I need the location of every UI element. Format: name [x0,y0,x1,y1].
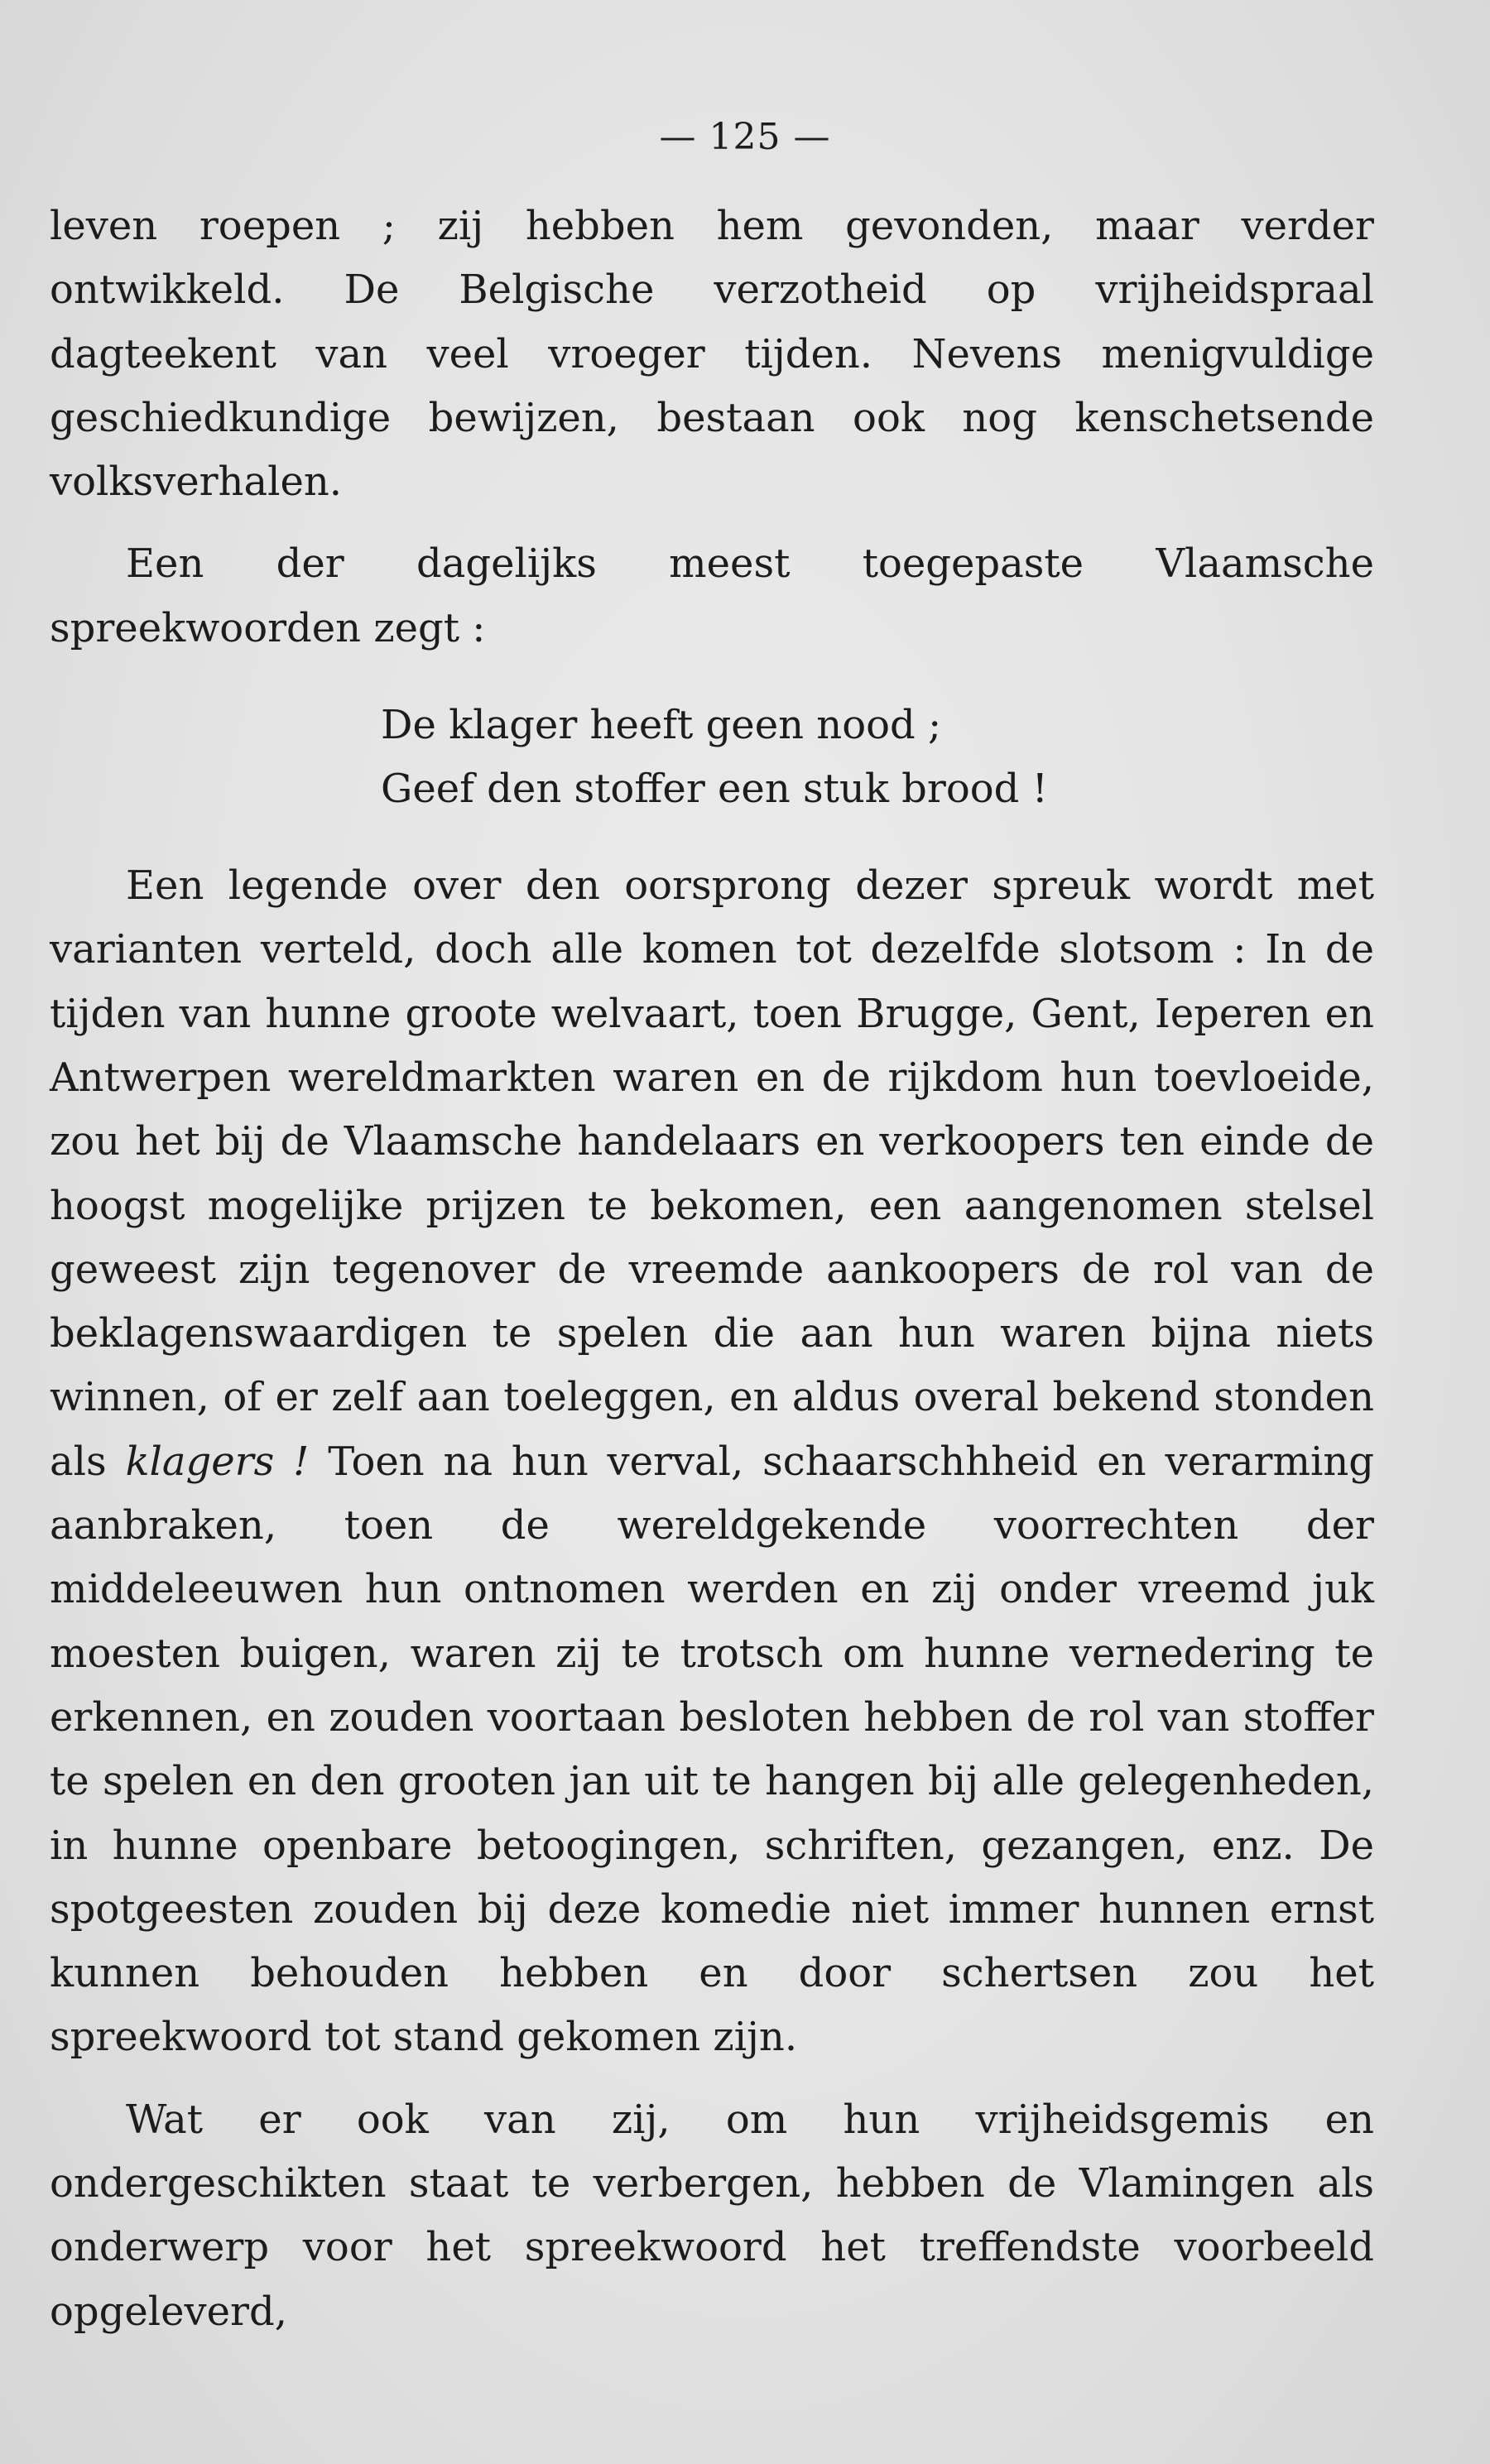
paragraph-proverb-intro: Een der dagelijks meest toegepaste Vlaamsche spreekwoorden zegt : [50,540,1374,651]
page-number: — 125 — [659,116,831,158]
proverb-verse [381,694,1374,821]
verse-line-2: Geef den stoffer een stuk brood ! [381,766,1048,813]
legend-text-before: Een legende over den oorsprong dezer spreuk wordt met varianten verteld, doch alle komen tot dezelfde slotsom : In de tijden van hunne groote welvaart, toen Brugge, Gent, Ieperen en Antwerpen wereldmarkten waren en de rijkdom hun toevloeide, zou het bij de Vlaamsche handelaars en verkoopers ten einde de hoogst mogelijke prijzen te bekomen, een aangenomen stelsel geweest zijn tegenover de vreemde aankoopers de rol van de beklagenswaardigen te spelen die aan hun waren bijna niets winnen, of er zelf aan toeleggen, en aldus overal bekend stonden als [50,862,1374,1485]
legend-text-after: Toen na hun verval, schaarschhheid en verarming aanbraken, toen de wereldgekende voorrechten der middeleeuwen hun ontnomen werden en zij onder vreemd juk moesten buigen, waren zij te trotsch om hunne vernedering te erkennen, en zouden voortaan besloten hebben de rol van stoffer te spelen en den grooten jan uit te hangen bij alle gelegenheden, in hunne openbare betoogingen, schriften, gezangen, enz. De spotgeesten zouden bij deze komedie niet immer hunnen ernst kunnen behouden hebben en door schertsen zou het spreekwoord tot stand gekomen zijn. [50,1438,1374,2061]
verse-line-1: De klager heeft geen nood ; [381,702,942,749]
paragraph-legend [50,854,1374,2070]
paragraph-conclusion: Wat er ook van zij, om hun vrijheidsgemis en ondergeschikten staat te verbergen, hebben de Vlamingen als onderwerp voor het spreekwoord het treffendste voorbeeld opgeleverd, [50,2096,1374,2335]
paragraph-continuation: leven roepen ; zij hebben hem gevonden, maar verder ontwikkeld. De Belgische verzotheid op vrijheidspraal dagteekent van veel vroeger tijden. Nevens menigvuldige geschiedkundige bewijzen, bestaan ook nog kenschetsende volksverhalen. [50,203,1374,506]
legend-emphasis: klagers ! [125,1438,310,1485]
body-text [50,195,1374,2344]
